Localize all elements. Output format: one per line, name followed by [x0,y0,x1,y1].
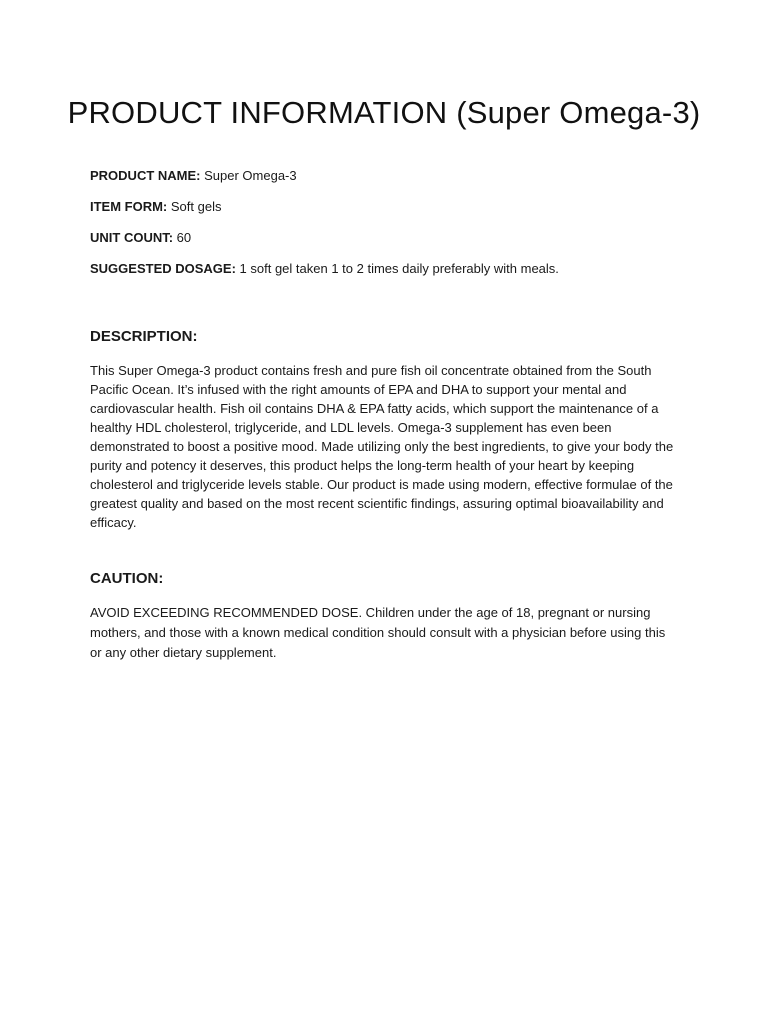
item-form-field [90,197,680,217]
field-label: UNIT COUNT: [90,230,174,245]
document-body [90,166,680,663]
description-heading: DESCRIPTION: [90,328,198,345]
field-value: Soft gels [167,199,222,214]
product-name-field [90,166,680,186]
field-value: Super Omega-3 [200,168,297,183]
field-value: 1 soft gel taken 1 to 2 times daily preferably with meals. [235,261,559,276]
unit-count-field [90,228,680,248]
caution-heading: CAUTION: [90,570,164,587]
field-label: PRODUCT NAME: [90,168,201,183]
page-title: PRODUCT INFORMATION (Super Omega-3) [67,95,701,130]
field-label: ITEM FORM: [90,199,168,214]
field-value: 60 [173,230,192,245]
suggested-dosage-field [90,259,680,279]
caution-text: AVOID EXCEEDING RECOMMENDED DOSE. Children under the age of 18, pregnant or nursing mothers, and those with a known medical condition should consult with a physician before using this or any other dietary supplement. [90,605,666,660]
field-label: SUGGESTED DOSAGE: [90,261,236,276]
description-text: This Super Omega-3 product contains fresh and pure fish oil concentrate obtained from the South Pacific Ocean. It’s infused with the right amounts of EPA and DHA to support your mental and cardiovascular health. Fish oil contains DHA & EPA fatty acids, which support the maintenance of a healthy HDL cholesterol, triglyceride, and LDL levels. Omega-3 supplement has even been demonstrated to boost a positive mood. Made utilizing only the best ingredients, to give your body the purity and potency it deserves, this product helps the long-term health of your heart by keeping cholesterol and triglyceride levels stable. Our product is made using modern, effective formulae of the greatest quality and based on the most recent scientific findings, assuring optimal bioavailability and efficacy. [90,363,674,530]
